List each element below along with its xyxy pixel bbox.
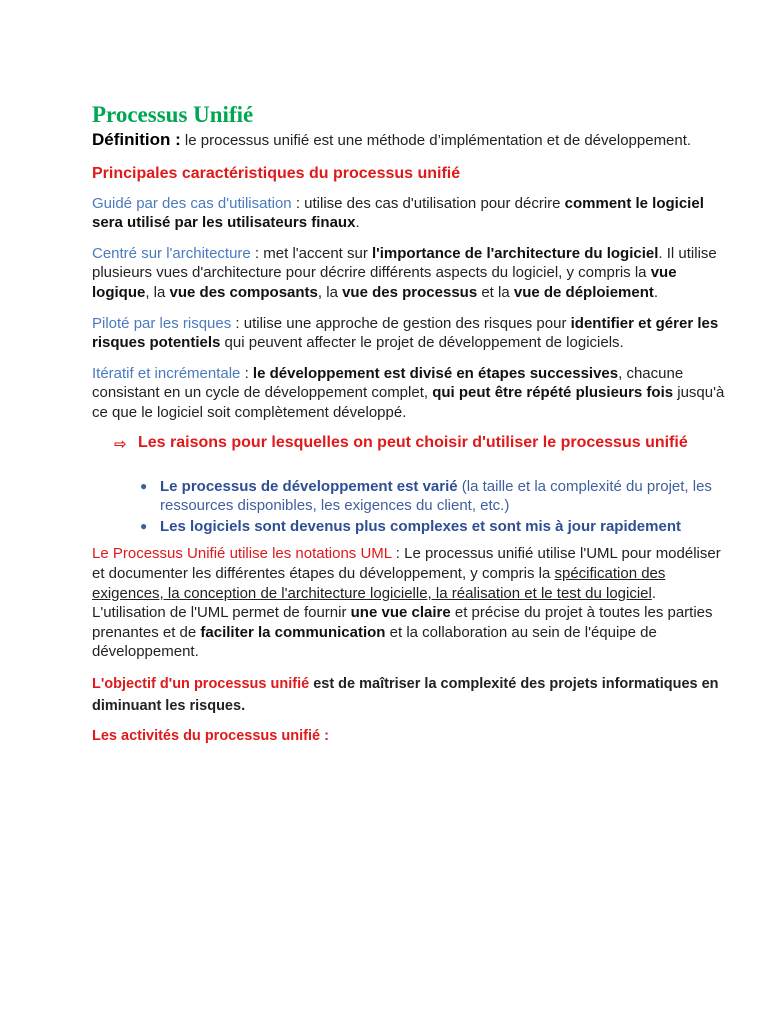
uml-text-3: et précise du projet à toutes les parties prenantes et de (92, 604, 713, 641)
definition-text: le processus unifié est une méthode d’implémentation et de développement. (180, 132, 692, 149)
centre-text-4: , la (317, 283, 343, 301)
objectif-label: L'objectif d'un processus unifié (92, 675, 310, 692)
uml-text-4: et la collaboration au sein de l'équipe de développement. (92, 623, 657, 661)
guide-label: Guidé par des cas d'utilisation (92, 194, 292, 212)
bullet-icon: ● (140, 478, 148, 493)
uml-label: Le Processus Unifié utilise les notations UML (92, 545, 392, 563)
uml-text-2: . L'utilisation de l'UML permet de fournir (92, 584, 657, 622)
centre-text-2: . Il utilise plusieurs vues d'architecture pour décrire différents aspects du logiciel, y compris la (92, 244, 717, 282)
guide-paragraph (92, 194, 728, 233)
uml-bold-1: une vue claire (350, 604, 451, 622)
raisons-heading-row (114, 433, 728, 453)
centre-bold-3: vue des composants (169, 283, 318, 301)
list-item (138, 477, 728, 516)
guide-bold-1: comment le logiciel sera utilisé par les utilisateurs finaux (92, 194, 704, 232)
iteratif-text-3: jusqu'à ce que le logiciel soit complètement développé. (92, 384, 725, 421)
definition-paragraph (92, 130, 728, 151)
raisons-heading: Les raisons pour lesquelles on peut choisir d'utiliser le processus unifié (138, 433, 688, 451)
pilote-text-2: qui peuvent affecter le projet de développement de logiciels. (220, 334, 624, 352)
activites-heading-text: Les activités du processus unifié : (92, 727, 329, 744)
iteratif-paragraph (92, 364, 728, 423)
uml-paragraph (92, 544, 728, 662)
centre-bold-1: l'importance de l'architecture du logiciel (372, 244, 659, 262)
guide-text-1: : utilise des cas d'utilisation pour décrire (291, 194, 565, 212)
list-item-text: (la taille et la complexité du projet, les ressources disponibles, les exigences du client, etc.) (160, 477, 712, 515)
iteratif-text-1: : (240, 364, 253, 382)
centre-text-5: et la (477, 283, 514, 301)
objectif-text: est de maîtriser la complexité des projets informatiques en diminuant les risques. (92, 675, 719, 714)
centre-text-3: , la (145, 283, 170, 301)
arrow-right-icon: ⇨ (114, 434, 127, 453)
centre-paragraph (92, 244, 728, 303)
centre-bold-5: vue de déploiement (513, 283, 654, 301)
uml-bold-2: faciliter la communication (200, 623, 386, 641)
list-item-bold: Le processus de développement est varié (160, 477, 458, 495)
guide-text-2: . (355, 214, 360, 232)
pilote-label: Piloté par les risques (92, 314, 232, 332)
characteristics-heading: Principales caractéristiques du processus unifié (92, 164, 461, 182)
list-item (138, 517, 728, 537)
list-item-bold: Les logiciels sont devenus plus complexes et sont mis à jour rapidement (160, 517, 681, 535)
centre-label: Centré sur l'architecture (92, 244, 251, 262)
pilote-text-1: : utilise une approche de gestion des risques pour (231, 314, 571, 332)
page-title: Processus Unifié (92, 102, 254, 127)
pilote-paragraph (92, 314, 728, 353)
pilote-bold-1: identifier et gérer les risques potentiels (92, 314, 719, 352)
centre-text-1: : met l'accent sur (250, 244, 373, 262)
bullet-icon: ● (140, 518, 148, 533)
uml-text-1: : Le processus unifié utilise l'UML pour modéliser et documenter les différentes étapes du développement, y compris la (92, 545, 721, 582)
iteratif-bold-2: qui peut être répété plusieurs fois (432, 384, 674, 402)
definition-label: Définition : (92, 130, 181, 149)
centre-bold-4: vue des processus (342, 283, 478, 301)
iteratif-bold-1: le développement est divisé en étapes successives (252, 364, 619, 382)
raisons-list (92, 477, 728, 537)
centre-text-6: . (653, 283, 659, 301)
iteratif-label: Itératif et incrémentale (92, 364, 241, 382)
objectif-paragraph (92, 673, 728, 717)
centre-bold-2: vue logique (92, 264, 677, 301)
activites-heading (92, 727, 728, 747)
iteratif-text-2: , chacune consistant en un cycle de développement complet, (92, 364, 684, 402)
uml-underlined: spécification des exigences, la conception de l'architecture logicielle, la réalisation et le test du logiciel (92, 564, 666, 602)
